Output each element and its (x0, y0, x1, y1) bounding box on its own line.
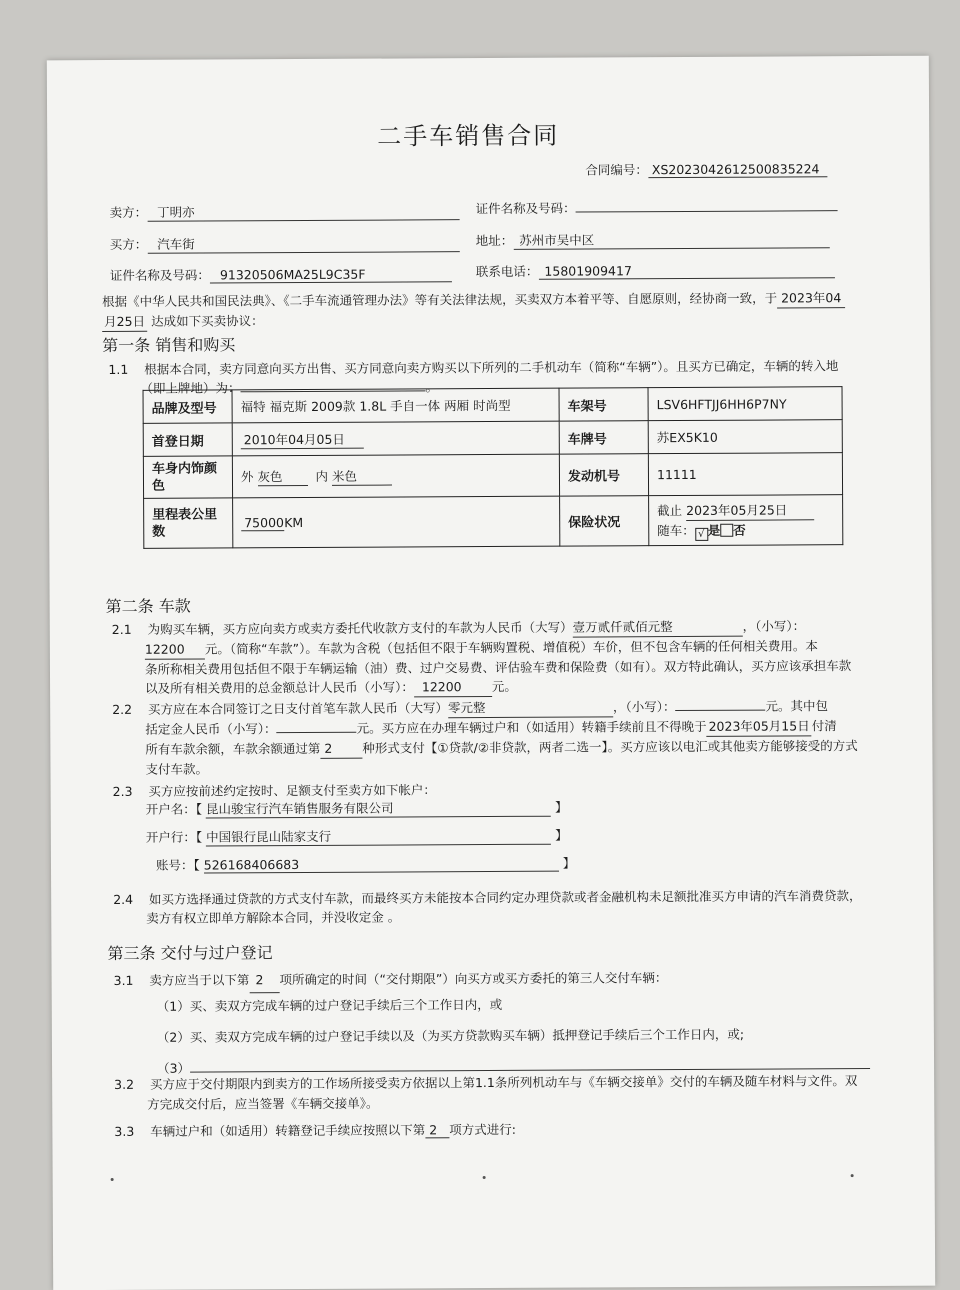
clause-text: 买方应于交付期限内到卖方的工作场所接受卖方依据以上第1.1条所列机动车与《车辆交接单》交付的车辆及随车材料与文件。双 (149, 1073, 858, 1092)
reg-date-value: 2010年04月05日 (241, 429, 364, 449)
insurance-label: 保险状况 (560, 496, 649, 546)
buyer-id-value: 91320506MA25L9C35F (210, 266, 452, 283)
clause-3-1 (114, 964, 871, 1081)
clause-text: 种形式支付【①贷款/②非贷款，两者二选一】。买方应该以电汇或其他卖方能够接受的方式 (362, 738, 858, 756)
plate-value: 苏EX5K10 (648, 420, 842, 454)
amount-num-value: 12200 (145, 639, 205, 659)
contract-number (585, 159, 827, 178)
clause-text: 卖方应当于以下第 (149, 972, 250, 988)
address-label: 地址： (475, 232, 514, 249)
mileage-unit: KM (284, 514, 304, 530)
holder-label: 开户名： (145, 801, 196, 817)
buyer-row (110, 233, 460, 254)
buyer-value: 汽车街 (147, 233, 459, 254)
insurance-until-value: 2023年05月25日 (686, 500, 814, 521)
clause-text: ，（小写）： (742, 618, 806, 634)
transfer-item-value: 2 (425, 1122, 449, 1138)
clause-num: 1.1 (108, 361, 129, 377)
seller-value: 丁明亦 (147, 201, 459, 222)
color-label: 车身内饰颜色 (143, 456, 232, 498)
buyer-label: 买方： (109, 236, 148, 252)
interior-color-value: 米色 (332, 467, 392, 486)
preamble-text: 根据《中华人民共和国民法典》、《二手车流通管理办法》等有关法律法规，买卖双方本着平等、自愿原则，经协商一致，于 (102, 290, 778, 310)
address-row (476, 229, 830, 250)
first-payment-cn: 零元整 (448, 697, 613, 718)
plate-label: 车牌号 (559, 421, 648, 454)
clause-text: 根据本合同，卖方同意向买方出售、买方同意向卖方购买以下所列的二手机动车（简称“车辆”）。且买方已确定，车辆的转入地 (144, 358, 839, 377)
clause-text: 车辆过户和（如适用）转籍登记手续应按照以下第 (150, 1122, 426, 1139)
engine-label: 发动机号 (559, 454, 648, 496)
clause-option-1: （1）买、卖双方完成车辆的过户登记手续后三个工作日内，或 (156, 996, 503, 1014)
exterior-color-value: 灰色 (257, 467, 307, 486)
account-bank-value: 中国银行昆山陆家支行 (206, 826, 551, 847)
clause-2-1 (112, 616, 852, 699)
reg-date-cell (232, 421, 559, 456)
clause-text: 括定金人民币（小写）： (145, 721, 277, 737)
clause-text: 项方式进行: (449, 1121, 516, 1138)
mileage-label: 里程表公里数 (144, 498, 233, 548)
preamble-end-text: 达成如下买卖协议： (151, 313, 264, 329)
clause-text: 元。 (491, 678, 517, 694)
phone-row (476, 260, 835, 280)
payment-deadline: 2023年05月15日 (707, 716, 812, 737)
address-value: 苏州市吴中区 (513, 229, 829, 250)
clause-text: 元。买方应在办理车辆过户和（如适用）转籍手续前且不得晚于 (356, 718, 707, 736)
table-row (143, 453, 842, 499)
agreement-date-part2: 月25日 (102, 312, 147, 332)
account-bank-row: 开户行：【 中国银行昆山陆家支行 】 (145, 827, 568, 845)
clause-text: 支付车款。 (145, 761, 209, 777)
clause-text: 方完成交付后，应当签署《车辆交接单》。 (147, 1095, 379, 1112)
phone-value: 15801909417 (538, 262, 834, 280)
yes-label: 是 (707, 522, 721, 538)
clause-1-1 (108, 356, 838, 378)
seller-id-value (576, 210, 838, 212)
clause-text: 付清 (811, 718, 837, 734)
clause-text: 买方应按前述约定按时、足额支付至卖方如下帐户： (148, 782, 436, 799)
first-payment-num (676, 710, 766, 711)
clause-text: 如买方选择通过贷款的方式支付车款，而最终买方未能按本合同约定办理贷款或者金融机构未足额批准买方申请的汽车消费贷款， (148, 888, 862, 907)
contract-page (47, 56, 935, 1290)
account-holder-row: 开户名：【 昆山骏宝行汽车销售服务有限公司 】 (145, 799, 568, 817)
clause-text: 条所称相关费用包括但不限于车辆运输（油）费、过户交易费、评估验车费和保险费（如有）。双方特此确认，买方应该承担车款 (144, 658, 852, 677)
page-dot (483, 1176, 486, 1179)
acct-label: 账号： (155, 857, 194, 873)
clause-3-2 (114, 1071, 857, 1115)
interior-prefix: 内 (315, 468, 328, 484)
buyer-id-label: 证件名称及号码： (109, 267, 210, 283)
contract-number-value: XS2023042612500835224 (648, 161, 827, 178)
brand-label: 品牌及型号 (143, 390, 232, 423)
account-number-row: 账号：【 526168406683 】 (155, 855, 576, 873)
seller-id-row (476, 197, 838, 217)
engine-value: 11111 (648, 453, 842, 496)
mileage-cell (233, 496, 560, 548)
bank-label: 开户行： (145, 829, 196, 845)
clause-num: 2.2 (112, 701, 133, 717)
clause-text: （即上牌地）为： (140, 380, 241, 396)
insurance-cell (649, 495, 843, 546)
clause-num: 3.2 (114, 1076, 135, 1092)
amount-cn-value: 壹万贰仟贰佰元整 (573, 617, 743, 638)
contract-number-label: 合同编号： (585, 162, 648, 178)
clause-num: 3.1 (113, 972, 134, 988)
clause-num: 2.4 (113, 891, 134, 907)
article-1-heading: 第一条 销售和购买 (102, 335, 236, 356)
clause-2-2 (112, 696, 858, 779)
clause-num: 2.3 (112, 783, 133, 799)
clause-text: 元。其中包 (765, 698, 829, 714)
clause-option-2: （2）买、卖双方完成车辆的过户登记手续以及（为买方贷款购买车辆）抵押登记手续后三个工作日内，或; (156, 1026, 745, 1045)
clause-num: 2.1 (111, 621, 132, 637)
clause-text: ，（小写）： (612, 699, 676, 715)
table-row (144, 495, 843, 549)
clause-text: 。 (425, 379, 439, 395)
color-cell (232, 454, 559, 498)
clause-text: 为购买车辆，买方应向卖方或卖方委托代收款方支付的车款为人民币（大写） (147, 619, 573, 637)
brand-value: 福特 福克斯 2009款 1.8L 手自一体 两厢 时尚型 (232, 388, 559, 423)
preamble (102, 288, 862, 332)
table-row (143, 387, 842, 424)
ins-until-prefix: 截止 (657, 502, 683, 518)
clause-text: 买方应在本合同签订之日支付首笔车款人民币（大写） (147, 700, 449, 717)
clause-text: 元。（简称“车款”）。车款为含税（包括但不限于车辆购置税、增值税）车价，但不包含车辆的任何相关费用。本 (204, 638, 818, 657)
account-number-value: 526168406683 (204, 856, 559, 874)
no-label: 否 (733, 522, 746, 538)
ins-follow-prefix: 随车： (657, 522, 695, 538)
article-3-heading: 第三条 交付与过户登记 (107, 943, 273, 964)
payment-method-value: 2 (320, 739, 362, 759)
page-dot (851, 1174, 854, 1177)
exterior-prefix: 外 (240, 469, 254, 485)
document-title: 二手车销售合同 (377, 121, 560, 151)
buyer-id-row (110, 264, 452, 284)
clause-2-4 (113, 886, 862, 928)
seller-row (110, 201, 460, 222)
clause-text: 项所确定的时间（“交付期限”）向买方或买方委托的第三人交付车辆： (279, 970, 668, 988)
vin-value: LSV6HFTJJ6HH6P7NY (648, 387, 842, 421)
agreement-date-part1: 2023年04 (777, 288, 845, 308)
clause-num: 3.3 (114, 1123, 135, 1139)
clause-option-3: （3） (157, 1060, 191, 1076)
account-holder-value: 昆山骏宝行汽车销售服务有限公司 (206, 798, 551, 819)
clause-text: 所有车款余额，车款余额通过第 (145, 740, 321, 757)
phone-label: 联系电话： (475, 263, 539, 280)
reg-date-label: 首登日期 (143, 423, 232, 456)
table-row (143, 420, 842, 457)
article-2-heading: 第二条 车款 (105, 596, 191, 617)
vehicle-info-table (143, 386, 844, 549)
clause-text: 以及所有相关费用的总金额总计人民币（小写）： (145, 679, 414, 696)
seller-id-label: 证件名称及号码： (475, 200, 576, 217)
mileage-value: 75000 (241, 515, 284, 531)
yes-checkbox[interactable]: √ (695, 527, 708, 540)
vin-label: 车架号 (559, 388, 648, 421)
clause-3-3 (114, 1120, 516, 1140)
clause-text: 卖方有权立即单方解除本合同，并没收定金 。 (146, 909, 401, 926)
delivery-item-value: 2 (249, 967, 279, 993)
no-checkbox[interactable] (720, 523, 733, 536)
deposit-value (277, 732, 357, 733)
seller-label: 卖方： (109, 204, 148, 220)
total-amount-value: 12200 (414, 677, 492, 697)
page-dot (111, 1178, 114, 1181)
